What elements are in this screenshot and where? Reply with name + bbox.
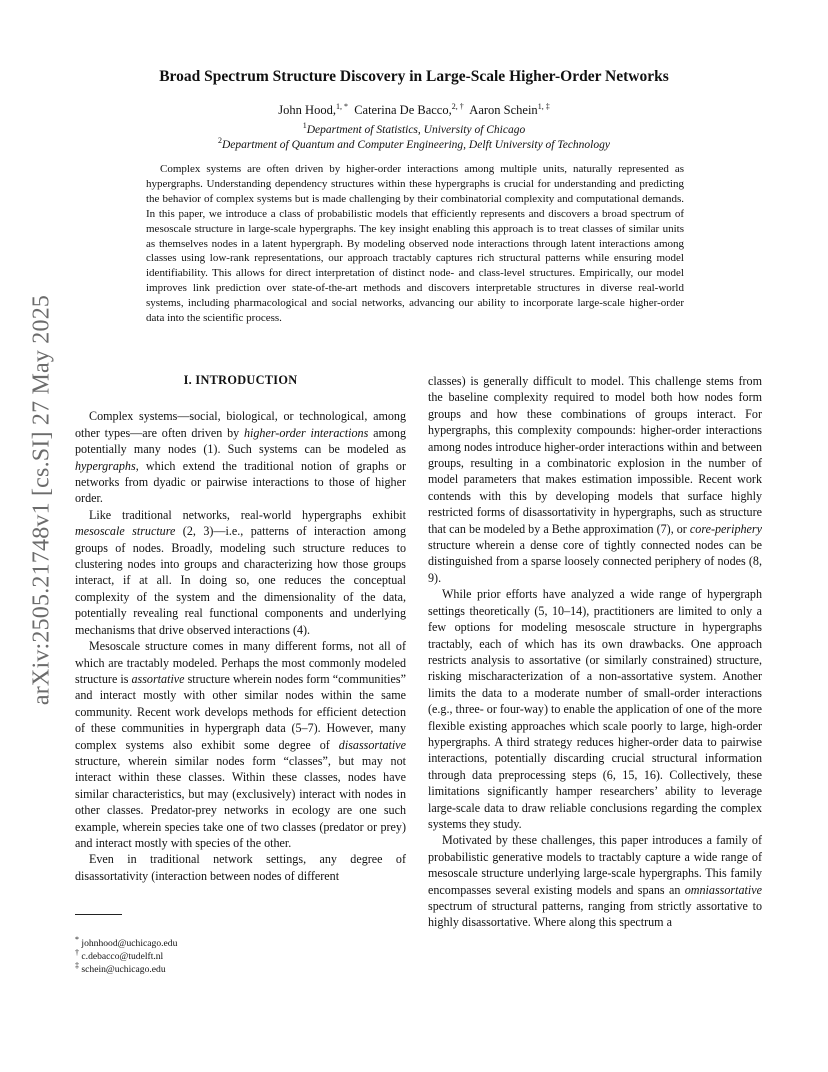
affiliation-mark: 1: [302, 121, 307, 131]
affiliation-mark: 2: [218, 136, 222, 146]
body-paragraph: [428, 373, 762, 586]
emphasized-text: mesoscale structure: [75, 524, 176, 539]
footnote-mark: *: [75, 934, 79, 944]
left-column-body: [75, 408, 406, 884]
right-column-body: [428, 373, 762, 931]
paragraph-text: Mesoscale structure comes in many different forms, not all of which are tractably modeled. Perhaps the most commonly modeled structure is: [75, 639, 406, 686]
body-paragraph: [428, 586, 762, 832]
emphasized-text: hypergraphs: [75, 458, 136, 473]
body-paragraph: [75, 851, 406, 884]
left-column: [75, 372, 406, 884]
footnote-mark: †: [75, 948, 79, 958]
affiliation: [0, 136, 828, 151]
paragraph-text: spectrum of structural patterns, ranging from strictly assortative to highly disassortative. Where along this spectrum a: [428, 899, 762, 930]
footnote: [75, 934, 178, 950]
paper-title: Broad Spectrum Structure Discovery in Large-Scale Higher-Order Networks: [159, 68, 669, 85]
arxiv-sidebar: [24, 290, 60, 710]
body-paragraph: [75, 408, 406, 506]
author-mark: 1, ‡: [537, 101, 550, 111]
paragraph-text: structure, wherein similar nodes form “classes”, but may not interact within these classes. Within these classes, nodes have similar characteristics, but may (exclusively) interact with nodes in other classes. Predator-prey networks in ecology are one such example, wherein species take one of two classes (predator or prey) and interact mostly with species of the other.: [75, 753, 406, 850]
author-mark: 2, †: [451, 101, 464, 111]
paragraph-text: structure wherein a dense core of tightly connected nodes can be distinguished from a sparse loosely connected periphery of nodes (8, 9).: [428, 538, 762, 585]
author-mark: 1, *: [335, 101, 348, 111]
arxiv-identifier: arXiv:2505.21748v1 [cs.SI] 27 May 2025: [28, 294, 55, 706]
footnote: [75, 950, 177, 963]
emphasized-text: omniassortative: [684, 882, 762, 897]
body-paragraph: [75, 638, 406, 851]
paragraph-text: structure wherein nodes form “communities” and interact mostly with other similar nodes within the same community. Recent work develops methods for efficient detection of these communities in hypergraph data (5–7). However, many complex systems also exhibit some degree of: [75, 671, 406, 752]
body-paragraph: [428, 832, 762, 930]
paragraph-text: Even in traditional network settings, any degree of disassortativity (interaction between nodes of different: [75, 852, 406, 883]
body-paragraph: [75, 507, 406, 638]
paragraph-text: (2, 3)—i.e., patterns of interaction among groups of nodes. Broadly, modeling such structure reduces to clustering nodes into groups and characterizing how those groups interact, if at all. In doing so, one reduces the conceptual complexity of the system and the dimensionality of the data, potentially revealing real functional components and underlying mechanisms that drive observed interactions (4).: [75, 524, 406, 637]
author-name: John Hood,: [278, 103, 336, 117]
affiliation-text: Department of Quantum and Computer Engineering, Delft University of Technology: [222, 139, 610, 151]
affiliation: [0, 121, 828, 136]
footnote-mark: ‡: [75, 961, 79, 971]
section-heading: I. INTRODUCTION: [183, 373, 298, 387]
abstract-text: Complex systems are often driven by higher-order interactions among multiple units, naturally represented as hypergraphs. Understanding dependency structures within these hypergraphs is crucial for understanding and predicting the behavior of complex systems but is made challenging by their combinatorial complexity and computational demands. In this paper, we introduce a class of probabilistic models that efficiently represents and discovers a broad spectrum of mesoscale structure in large-scale hypergraphs. The key insight enabling this approach is to treat classes of similar units as themselves nodes in a latent hypergraph. By modeling observed node interactions through latent interactions among classes using low-rank representations, our approach tractably captures rich structural patterns while ensuring model identifiability. This allows for direct interpretation of distinct node- and class-level structures. Empirically, our model improves link prediction over state-of-the-art methods and discovers interpretable structures in diverse real-world systems, including pharmacological and social networks, advancing our ability to incorporate large-scale higher-order data into the scientific process.: [146, 163, 684, 325]
emphasized-text: disassortative: [338, 737, 406, 752]
paragraph-text: among potentially many nodes (1). Such systems can be modeled as: [75, 425, 406, 457]
paragraph-text: Complex systems—social, biological, or technological, among other types—are often driven by: [75, 409, 406, 440]
right-column: [428, 373, 762, 931]
abstract: [146, 162, 684, 326]
author-list: [0, 103, 828, 118]
emphasized-text: core-periphery: [689, 521, 762, 536]
footnote: [75, 963, 177, 976]
footnote-email: johnhood@uchicago.edu: [81, 938, 178, 949]
paragraph-text: Motivated by these challenges, this paper introduces a family of probabilistic generative models to tractably capture a wide range of mesoscale structure underlying large-scale hypergraphs. This family encompasses several existing models and spans an: [428, 833, 762, 897]
paragraph-text: While prior efforts have analyzed a wide range of hypergraph settings theoretically (5, 10–14), practitioners are limited to only a few options for modeling mesoscale structure in hypergraphs tractably, each of which has its own drawbacks. One approach restricts analysis to assortative (or similarly constrained) structure, risking mischaracterization of a non-assortative system. Another limits the data to a moderate number of small-order interactions (e.g., three- or four-way) to enable the application of one of the more flexible existing approaches which scale poorly to large, high-order hypergraphs. A third strategy reduces higher-order data to pairwise interactions, potentially discarding crucial structural information through data preprocessing steps (6, 15, 16). Collectively, these limitations significantly hamper researchers’ ability to leverage large-scale data to draw reliable conclusions regarding the complex systems they study.: [428, 587, 762, 831]
footnotes: [75, 934, 178, 977]
author-name: Aaron Schein: [469, 103, 538, 117]
paragraph-text: classes) is generally difficult to model. This challenge stems from the baseline complexity required to model both how nodes form groups and how these combinations of groups interact. For hypergraphs, this complexity compounds: higher-order interactions among nodes introduce higher-order interactions within and between groups, resulting in a combinatoric explosion in the number of model parameters that makes estimation impossible. Recent work contends with this by developing models that surface highly restricted forms of disassortativity in hypergraphs, such as structure that can be modeled by a Bethe approximation (7), or: [428, 374, 762, 536]
affiliation-text: Department of Statistics, University of Chicago: [306, 124, 526, 136]
paragraph-text: Like traditional networks, real-world hypergraphs exhibit: [89, 507, 406, 522]
footnote-email: c.debacco@tudelft.nl: [81, 951, 164, 963]
emphasized-text: assortative: [131, 671, 185, 686]
author-name: Caterina De Bacco,: [354, 103, 452, 117]
emphasized-text: higher-order interactions: [243, 425, 369, 440]
footnote-email: schein@uchicago.edu: [81, 964, 166, 976]
paragraph-text: , which extend the traditional notion of graphs or networks from dyadic or pairwise interactions to those of higher order.: [75, 458, 406, 506]
footnote-divider: [75, 914, 122, 915]
